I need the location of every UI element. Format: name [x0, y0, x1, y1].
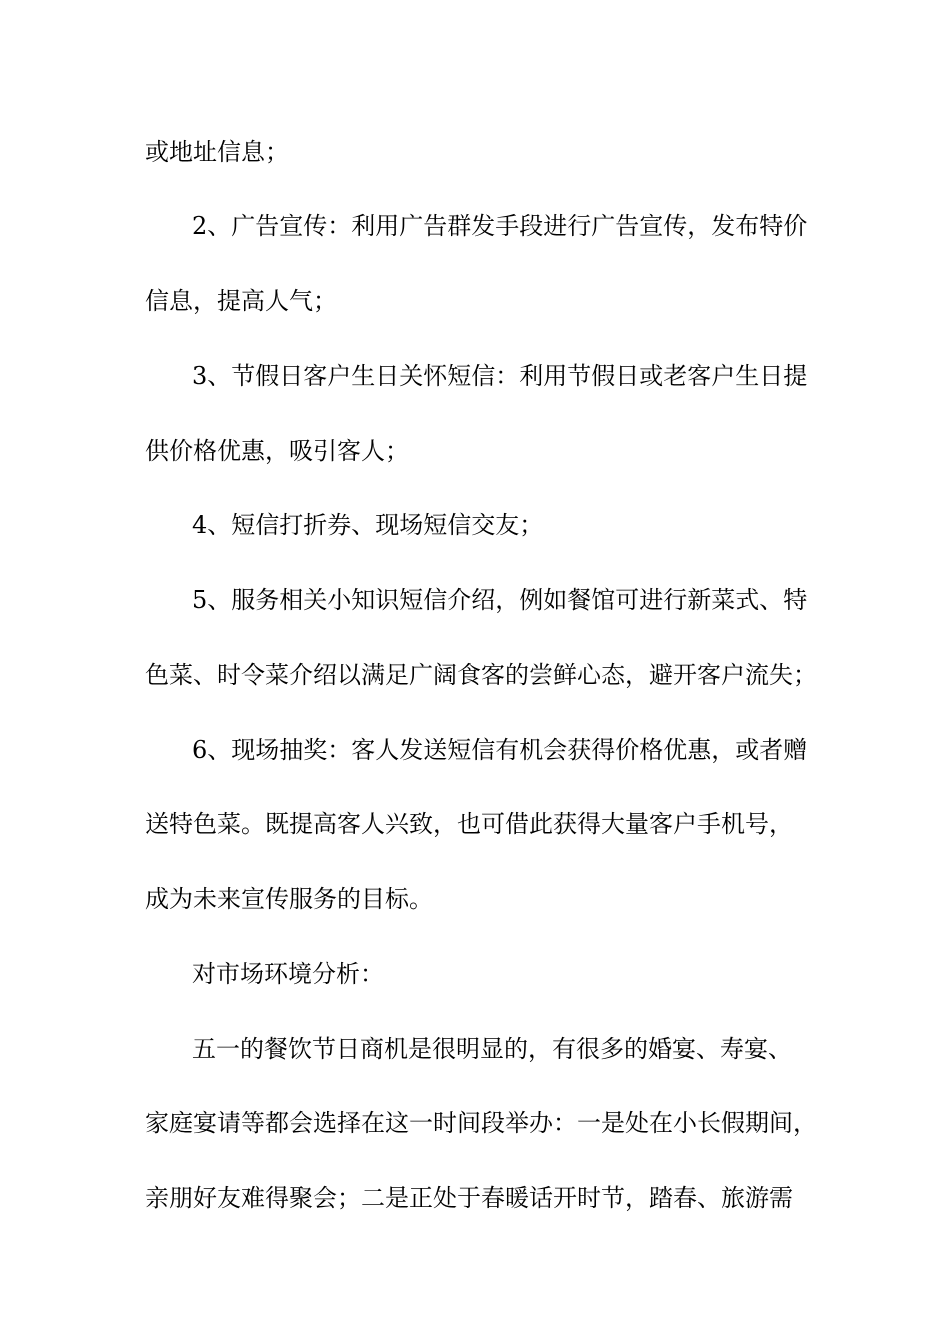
text-line: 五一的餐饮节日商机是很明显的，有很多的婚宴、寿宴、	[192, 1035, 792, 1063]
section-heading: 对市场环境分析：	[192, 960, 384, 988]
text-line: 色菜、时令菜介绍以满足广阔食客的尝鲜心态，避开客户流失；	[145, 661, 817, 689]
text-line: 3、节假日客户生日关怀短信：利用节假日或老客户生日提	[192, 362, 808, 390]
text-line: 4、短信打折券、现场短信交友；	[192, 511, 544, 539]
text-line: 信息，提高人气；	[145, 287, 337, 315]
text-line: 送特色菜。既提高客人兴致，也可借此获得大量客户手机号，	[145, 810, 793, 838]
text-line: 5、服务相关小知识短信介绍，例如餐馆可进行新菜式、特	[192, 586, 808, 614]
text-line: 家庭宴请等都会选择在这一时间段举办：一是处在小长假期间，	[145, 1109, 817, 1137]
text-line: 供价格优惠，吸引客人；	[145, 437, 409, 465]
text-line: 或地址信息；	[145, 138, 289, 166]
text-line: 2、广告宣传：利用广告群发手段进行广告宣传，发布特价	[192, 212, 808, 240]
text-line: 成为未来宣传服务的目标。	[145, 885, 433, 913]
text-line: 亲朋好友难得聚会；二是正处于春暖话开时节，踏春、旅游需	[145, 1184, 793, 1212]
text-line: 6、现场抽奖：客人发送短信有机会获得价格优惠，或者赠	[192, 736, 808, 764]
